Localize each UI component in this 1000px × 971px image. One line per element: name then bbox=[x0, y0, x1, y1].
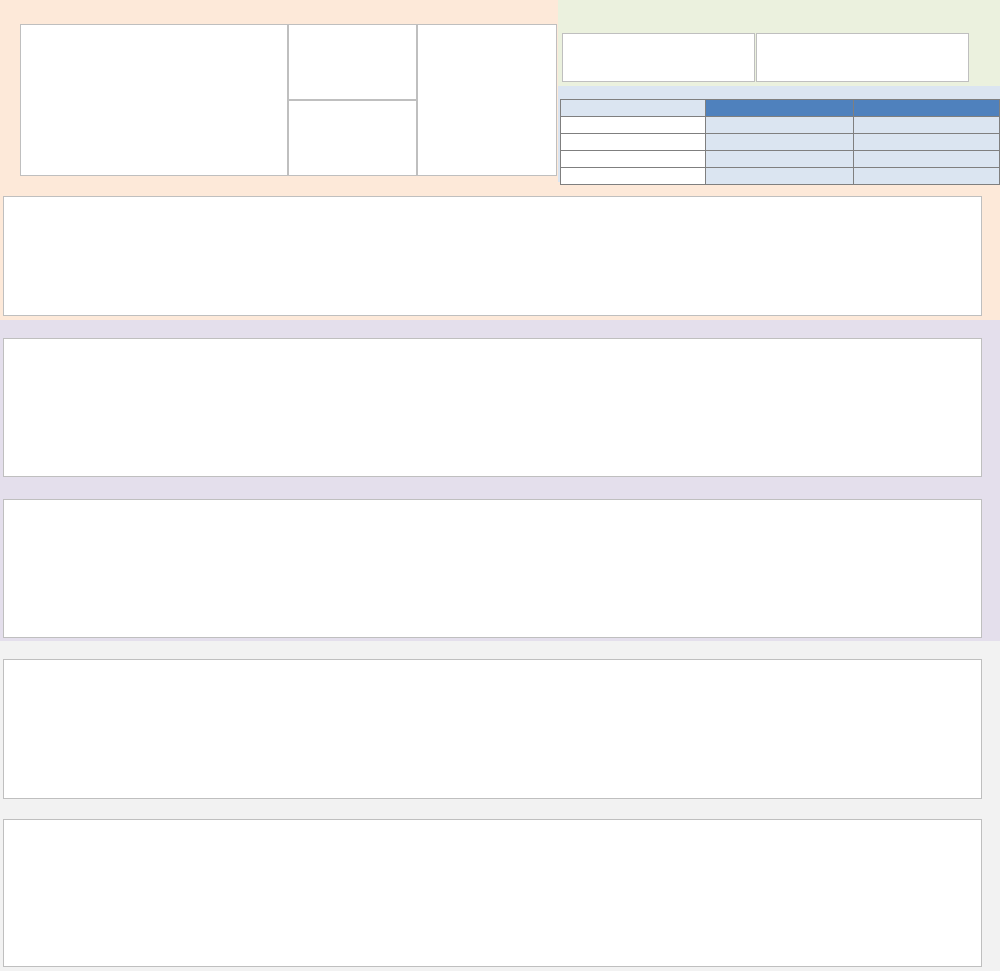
cosaka2024-chart-box bbox=[3, 499, 982, 638]
eval-tosu-value bbox=[706, 151, 854, 168]
eval-tosu-value bbox=[706, 134, 854, 151]
eval-cosaka-value bbox=[853, 151, 999, 168]
history-chart-box bbox=[3, 196, 982, 316]
away-pie-box bbox=[288, 100, 417, 176]
eval-row bbox=[561, 151, 1000, 168]
home-pie-chart bbox=[289, 25, 416, 99]
total-pie-chart bbox=[21, 25, 287, 175]
tosu2024-chart bbox=[4, 339, 981, 476]
away-pie-chart bbox=[289, 101, 416, 175]
goals-bar-chart bbox=[418, 25, 556, 175]
eval-head-cosaka bbox=[853, 100, 999, 117]
eval-row bbox=[561, 117, 1000, 134]
goals-bar-box bbox=[417, 24, 557, 176]
eval-cosaka-value bbox=[853, 134, 999, 151]
cosaka2023-chart bbox=[4, 820, 981, 966]
tosu2023-chart bbox=[4, 660, 981, 798]
eval-tosu-value bbox=[706, 168, 854, 185]
cosaka2024-chart bbox=[4, 500, 981, 637]
eval-table bbox=[560, 99, 1000, 185]
home-pie-box bbox=[288, 24, 417, 100]
eval-row-label bbox=[561, 117, 706, 134]
eval-row-label bbox=[561, 151, 706, 168]
tosu2023-chart-box bbox=[3, 659, 982, 799]
eval-header-row bbox=[561, 100, 1000, 117]
eval-row bbox=[561, 134, 1000, 151]
eval-head-blank bbox=[561, 100, 706, 117]
station-tosu-pie bbox=[563, 34, 754, 81]
eval-row-label bbox=[561, 168, 706, 185]
station-cosaka-pie bbox=[757, 34, 968, 81]
eval-tosu-value bbox=[706, 117, 854, 134]
station-cosaka-box bbox=[756, 33, 969, 82]
eval-cosaka-value bbox=[853, 117, 999, 134]
tosu2024-chart-box bbox=[3, 338, 982, 477]
station-tosu-box bbox=[562, 33, 755, 82]
total-pie-box bbox=[20, 24, 288, 176]
eval-row-label bbox=[561, 134, 706, 151]
cosaka2023-chart-box bbox=[3, 819, 982, 967]
history-chart bbox=[4, 197, 981, 315]
eval-head-tosu bbox=[706, 100, 854, 117]
eval-cosaka-value bbox=[853, 168, 999, 185]
eval-row bbox=[561, 168, 1000, 185]
